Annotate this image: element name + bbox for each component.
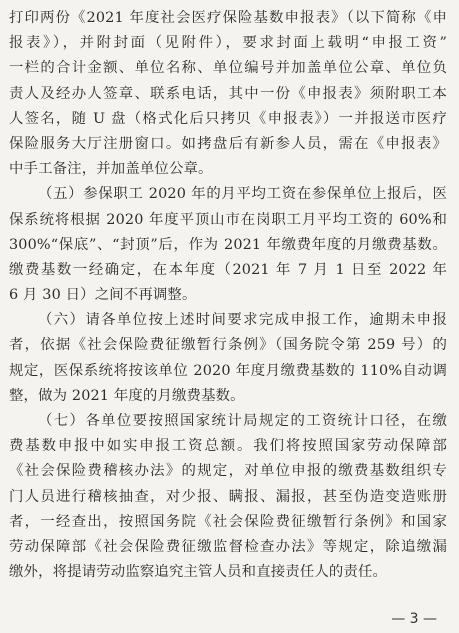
text-line: 劳动保障部《社会保险费征缴监督检查办法》等规定，除追缴漏 <box>9 538 447 555</box>
body-text <box>9 6 447 585</box>
text-line: 保险服务大厅注册窗口。如拷盘后有新参人员，需在《申报表》 <box>9 135 447 152</box>
text-line: 《社会保险费稽核办法》的规定，对单位申报的缴费基数组织专 <box>9 463 447 480</box>
text-line: 打印两份《2021 年度社会医疗保险基数申报表》（以下简称《申 <box>9 10 447 26</box>
text-line: 费基数申报中如实申报工资总额。我们将按照国家劳动保障部 <box>9 438 447 455</box>
text-line: 缴费基数一经确定，在本年度（2021 年 7 月 1 日至 2022 年 <box>9 261 447 278</box>
text-line: 人签名，随 U 盘（格式化后只拷贝《申报表》）一并报送市医疗 <box>9 110 447 127</box>
text-line: 者，依据《社会保险费征缴暂行条例》（国务院令第 259 号）的 <box>9 337 447 354</box>
text-line: 中手工备注，并加盖单位公章。 <box>9 161 213 178</box>
text-line: （五）参保职工 2020 年的月平均工资在参保单位上报后，医 <box>38 186 447 203</box>
text-line: 责人及经办人签章、联系电话，其中一份《申报表》须附职工本 <box>9 85 447 102</box>
text-line: 保系统将根据 2020 年度平顶山市在岗职工月平均工资的 60%和 <box>9 211 447 228</box>
text-line: 一栏的合计金额、单位名称、单位编号并加盖单位公章、单位负 <box>9 60 447 77</box>
text-line: 缴外，将提请劳动监察追究主管人员和直接责任人的责任。 <box>9 564 388 581</box>
text-line: 300%“保底”、“封顶”后，作为 2021 年缴费年度的月缴费基数。 <box>9 236 447 253</box>
text-line: （六）请各单位按上述时间要求完成申报工作，逾期未申报 <box>38 312 447 329</box>
text-line: 规定，医保系统将按该单位 2020 年度月缴费基数的 110%自动调 <box>9 362 447 379</box>
text-line: 整，做为 2021 年度的月缴费基数。 <box>9 387 245 404</box>
text-line: 报表》），并附封面（见附件），要求封面上载明“申报工资” <box>9 35 447 52</box>
text-line: 6 月 30 日）之间不再调整。 <box>9 287 197 304</box>
text-line: 门人员进行稽核抽查，对少报、瞒报、漏报，甚至伪造变造账册 <box>9 488 447 505</box>
text-line: （七）各单位要按照国家统计局规定的工资统计口径，在缴 <box>38 413 447 429</box>
page-number: — 3 — <box>391 611 437 627</box>
text-line: 者，一经查出，按照国务院《社会保险费征缴暂行条例》和国家 <box>9 513 447 530</box>
